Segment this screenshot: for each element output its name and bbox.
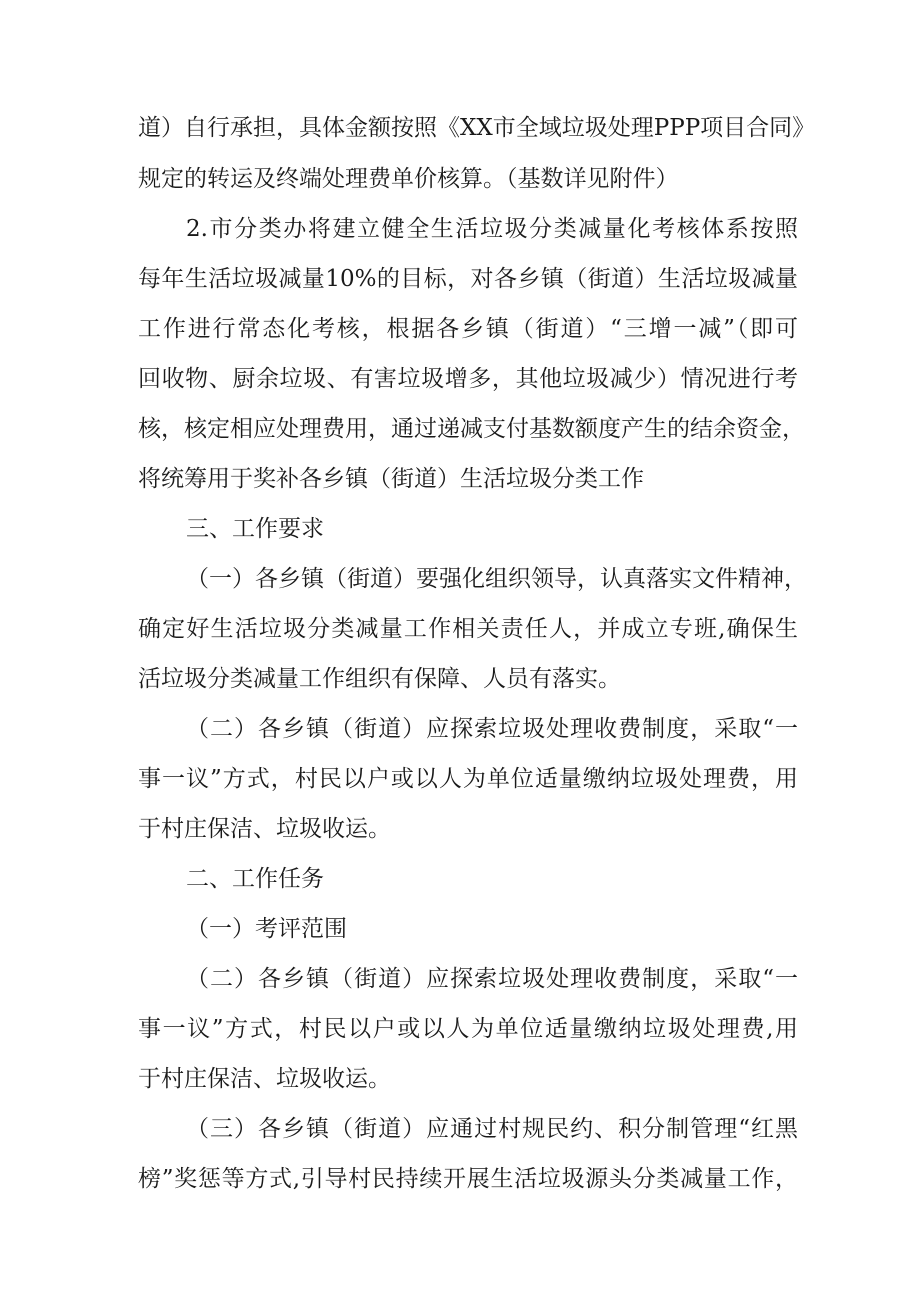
paragraph-line: 核，核定相应处理费用，通过递减支付基数额度产生的结余资金， <box>138 416 805 442</box>
paragraph-line: 于村庄保洁、垃圾收运。 <box>138 1066 391 1092</box>
paragraph-line: （二）各乡镇（街道）应探索垃圾处理收费制度，采取“一 <box>186 966 798 992</box>
paragraph-line: （一）各乡镇（街道）要强化组织领导，认真落实文件精神， <box>186 566 807 592</box>
paragraph-line: 事一议”方式，村民以户或以人为单位适量缴纳垃圾处理费，用 <box>138 766 798 792</box>
section-heading-tasks: 二、工作任务 <box>186 866 324 892</box>
section-heading-requirements: 三、工作要求 <box>186 516 324 542</box>
paragraph-line: 回收物、厨余垃圾、有害垃圾增多，其他垃圾减少）情况进行考 <box>138 366 798 392</box>
paragraph-line: 活垃圾分类减量工作组织有保障、人员有落实。 <box>138 666 621 692</box>
paragraph-line: 将统筹用于奖补各乡镇（街道）生活垃圾分类工作 <box>138 466 644 492</box>
paragraph-line: 于村庄保洁、垃圾收运。 <box>138 816 391 842</box>
paragraph-line: 榜”奖惩等方式,引导村民持续开展生活垃圾源头分类减量工作， <box>138 1166 798 1192</box>
paragraph-line: 规定的转运及终端处理费单价核算。（基数详见附件） <box>138 166 679 192</box>
paragraph-line: 工作进行常态化考核，根据各乡镇（街道）“三增一减”（即可 <box>138 316 798 342</box>
paragraph-line: 2.市分类办将建立健全生活垃圾分类减量化考核体系按照 <box>186 216 798 242</box>
paragraph-line: 道）自行承担，具体金额按照《XX市全域垃圾处理PPP项目合同》 <box>138 115 816 141</box>
paragraph-line: 事一议”方式，村民以户或以人为单位适量缴纳垃圾处理费,用 <box>138 1016 798 1042</box>
paragraph-line: 确定好生活垃圾分类减量工作相关责任人，并成立专班,确保生 <box>138 616 798 642</box>
paragraph-line: （三）各乡镇（街道）应通过村规民约、积分制管理“红黑 <box>186 1116 798 1142</box>
paragraph-line: （二）各乡镇（街道）应探索垃圾处理收费制度，采取“一 <box>186 716 798 742</box>
subsection-heading-scope: （一）考评范围 <box>186 916 347 942</box>
paragraph-line: 每年生活垃圾减量10%的目标，对各乡镇（街道）生活垃圾减量 <box>138 266 798 292</box>
